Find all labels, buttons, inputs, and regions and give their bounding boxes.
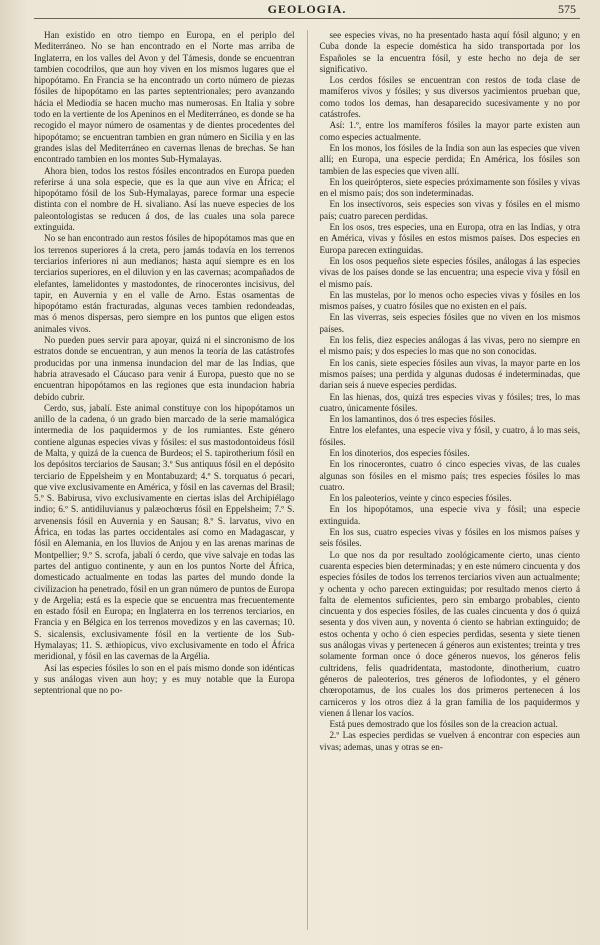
paragraph: En los hipopótamos, una especie viva y fósil; una especie extinguida. [319,504,580,526]
paragraph: Los cerdos fósiles se encuentran con restos de toda clase de mamíferos vivos y fósiles; y sus diversos yacimientos prueban que, como todos los demas, han desaparecido sucesivamente y no por catástrofes. [319,75,580,120]
running-title: GEOLOGIA. [267,2,347,16]
column-divider [307,30,308,930]
paragraph: Lo que nos da por resultado zoológicamente cierto, unas ciento cuarenta especies bien determinadas; y en este número cincuenta y dos especies fósiles de todos los terrenos terciarios viven aun actualmente; y ochenta y ocho parecen extinguidas; por resultado menos cierto á falta de elementos suficientes, pero sin embargo probables, ciento cincuenta y dos especies fósiles, de las cuales cincuenta y dos ó quizá sesenta y dos viven aun, y noventa ó ciento se habrian extinguido; de estos ochenta y ocho ó cien especies perdidas, sesenta y siete tienen sus análogas vivas y pertenecen á géneros aun existentes; treinta y tres solamente forman once ó doce géneros nuevos, los géneros felis cultridens, felis quadridentata, mastodonte, dinotherium, cuatro géneros de paleoterios, tres géneros de lofiodontes, y el género chœropotamus, de los cuales los dos primeros pertenecen á los carniceros y los otros diez á la gran familia de los paquidermos y vienen á llenar los vacíos. [319,549,580,718]
page-header [34,0,580,30]
paragraph: En las hienas, dos, quizá tres especies vivas y fósiles; tres, lo mas cuatro, únicamente fósiles. [319,391,580,413]
paragraph: En los queirópteros, siete especies próximamente son fósiles y vivas en el mismo país; dos son indeterminadas. [319,176,580,199]
paragraph: En los rinocerontes, cuatro ó cinco especies vivas, de las cuales algunas son fósiles en el mismo país; tres especies fósiles lo mas cuatro. [319,459,580,492]
paragraph: Cerdo, sus, jabalí. Este animal constituye con los hipopótamos un anillo de la cadena, ó un grado bien marcado de la serie mamalógica intermedia de los paquidermos y de los rumiantes. Este género contiene algunas especies vivas y fósiles: el sus mastodontoideus fósil de Malta, y quizá de la cuenca de Burdeos; el S. tapirotherium fósil en los depósitos terciarios de Sausan; 3.º Sus antiquus fósil en el depósito terciario de Eppelsheim y en Montabuzard; 4.º S. torquatus ó pecari, que vive exclusivamente en América, y fósil en las cavernas del Brasil; 5.º S. Babirusa, vivo exclusivamente en ciertas islas del Archipiélago indio; 6.º S. antidiluvianus y palæochœrus fósil en Eppelsheim; 7.º S. arvenensis fósil en Auvernia y en Sausan; 8.º S. larvatus, vivo en África, en todas las partes occidentales así como en Madagascar, y fósil en Alemania, en los lluvios de Anjou y en las arenas marinas de Montpellier; 9.º S. scrofa, jabalí ó cerdo, que vive salvaje en todas las partes del antiguo continente, y aun en los puntos Norte del África, domesticado actualmente en todas las partes del mundo donde la civilizacion ha penetrado, fósil en un gran número de puntos de Europa y de Argelia; está es la especie que se encuentra mas frecuentemente en estado fósil en Europa; en Inglaterra en los terrenos terciarios, en Francia y en Bélgica en los terrenos movedizos y en las cavernas; 10. S. sicalensis, exclusivamente fósil en la vertiente de los Sub-Hymalayas; 11. S. æthiopicus, vivo exclusivamente en todo el África meridional, y fósil en las cavernas de la Argélia. [34,402,295,662]
paragraph: En los monos, los fósiles de la India son aun las especies que viven allí; en Europa, una especie perdida; En América, los fósiles son tambien de las especies que viven allí. [319,142,580,176]
paragraph: En los paleoterios, veinte y cinco especies fósiles. [329,493,512,504]
paragraph: En los canis, siete especies fósiles aun vivas, la mayor parte en los mismos países; una perdida y algunas dudosas é indeterminadas, que darian seis á nueve especies perdidas. [319,357,580,391]
paragraph: En las mustelas, por lo menos ocho especies vivas y fósiles en los mismos países, y cuatro fósiles que no existen en el país. [319,289,580,312]
paragraph: Así: 1.º, entre los mamíferos fósiles la mayor parte existen aun como especies actualmente. [319,120,580,142]
paragraph: En los osos, tres especies, una en Europa, otra en las Indias, y otra en América, vivas y fósiles en estos mismos países. Dos especies en Europa parecen extinguidas. [319,222,580,255]
paragraph: En los insectívoros, seis especies son vivas y fósiles en el mismo país; cuatro parecen perdidas. [319,199,580,221]
paragraph: En los lamantinos, dos ó tres especies fósiles. [329,414,496,425]
header-rule [34,18,580,19]
page-number: 575 [558,2,576,16]
paragraph: No se han encontrado aun restos fósiles de hipopótamos mas que en los terrenos superiores á la creta, pero jamás todavía en los terrenos terciarios inferiores ni aun medianos; hasta aquí siempre es en los terciarios superiores, en el diluvion y en las cavernas; acompañados de elefantes, lamelidontes y mastodontes, de rinocerontes incisivus, del tapir, en Auvernia y en el valle de Arno. Estas osamentas de hipopótamo están fracturadas, algunas veces tambien redondeadas, mas ó menos dispersas, pero siempre en los puntos que eligen estos animales vivos. [34,233,295,334]
paragraph: 2.º Las especies perdidas se vuelven á encontrar con especies aun vivas; ademas, unas y otras se en- [319,730,580,752]
text-columns [34,30,580,930]
paragraph: En los sus, cuatro especies vivas y fósiles en los mismos países y seis fósiles. [319,527,580,549]
paragraph: En los felis, diez especies análogas á las vivas, pero no siempre en el mismo país; y dos especies lo mas que no son conocidas. [319,335,580,357]
paragraph: see especies vivas, no ha presentado hasta aquí fósil alguno; y en Cuba donde la especie doméstica ha sido transportada por los Españoles se la encuentra fósil, y este hecho no deja de ser significativo. [319,30,580,74]
paragraph: Entre los elefantes, una especie viva y fósil, y cuatro, á lo mas seis, fósiles. [319,425,580,447]
paragraph: Está pues demostrado que los fósiles son de la creacion actual. [329,719,558,730]
paragraph: No pueden pues servir para apoyar, quizá ni el sincronismo de los estratos donde se encuentran, y aun menos la teoría de las catástrofes producidas por una inmensa inundacion del mar de las Indias, que habria atravesado el Cáucaso para venir á Europa, puesto que no se encuentran hipopótamos en las regiones que esta inundacion habria debido cubrir. [34,335,295,402]
paragraph: Ahora bien, todos los restos fósiles encontrados en Europa pueden referirse á una sola especie, que es la que aun vive en África; el hipopótamo fósil de los Sub-Hymalayas, parece formar una especie distinta con el nombre de H. sivaliano. Así las nueve especies de los paleontologistas se reducen á dos, de las cuales una sola parece extinguida. [34,165,295,233]
paragraph: Así las especies fósiles lo son en el país mismo donde son idénticas y sus análogas viven aun hoy; y es muy notable que la Europa septentrional que no po- [34,662,295,696]
paragraph: Han existido en otro tiempo en Europa, en el periplo del Mediterráneo. No se han encontrado en el Norte mas arriba de Inglaterra, en los valles del Avon y del Támesis, donde se encuentran tambien cocodrilos, que aun hoy viven en los mismos lugares que el hipopótamo. En Francia se ha encontrado un corto número de piezas fósiles de hipopótamo en las partes septentrionales; pero avanzando hácia el Mediodía se hacen mucho mas numerosas. En Italia y sobre todo en la vertiente de los Apeninos en el Mediterráneo, es donde se ha recogido el mayor número de osamentas y de dientes procedentes del hipopótamo; se encuentran tambien en gran número en Sicilia y en las grandes islas del Mediterráneo en cavernas llenas de brechas. Se han encontrado tambien en los montes Sub-Hymalayas. [34,30,295,165]
paragraph: En las viverras, seis especies fósiles que no viven en los mismos países. [319,312,580,334]
paragraph: En los osos pequeños siete especies fósiles, análogas á las especies vivas de los países donde se las encuentra; una especie viva y fósil en el mismo país. [319,255,580,289]
right-column [319,30,580,930]
left-column [34,30,295,930]
paragraph: En los dinoterios, dos especies fósiles. [329,447,470,458]
